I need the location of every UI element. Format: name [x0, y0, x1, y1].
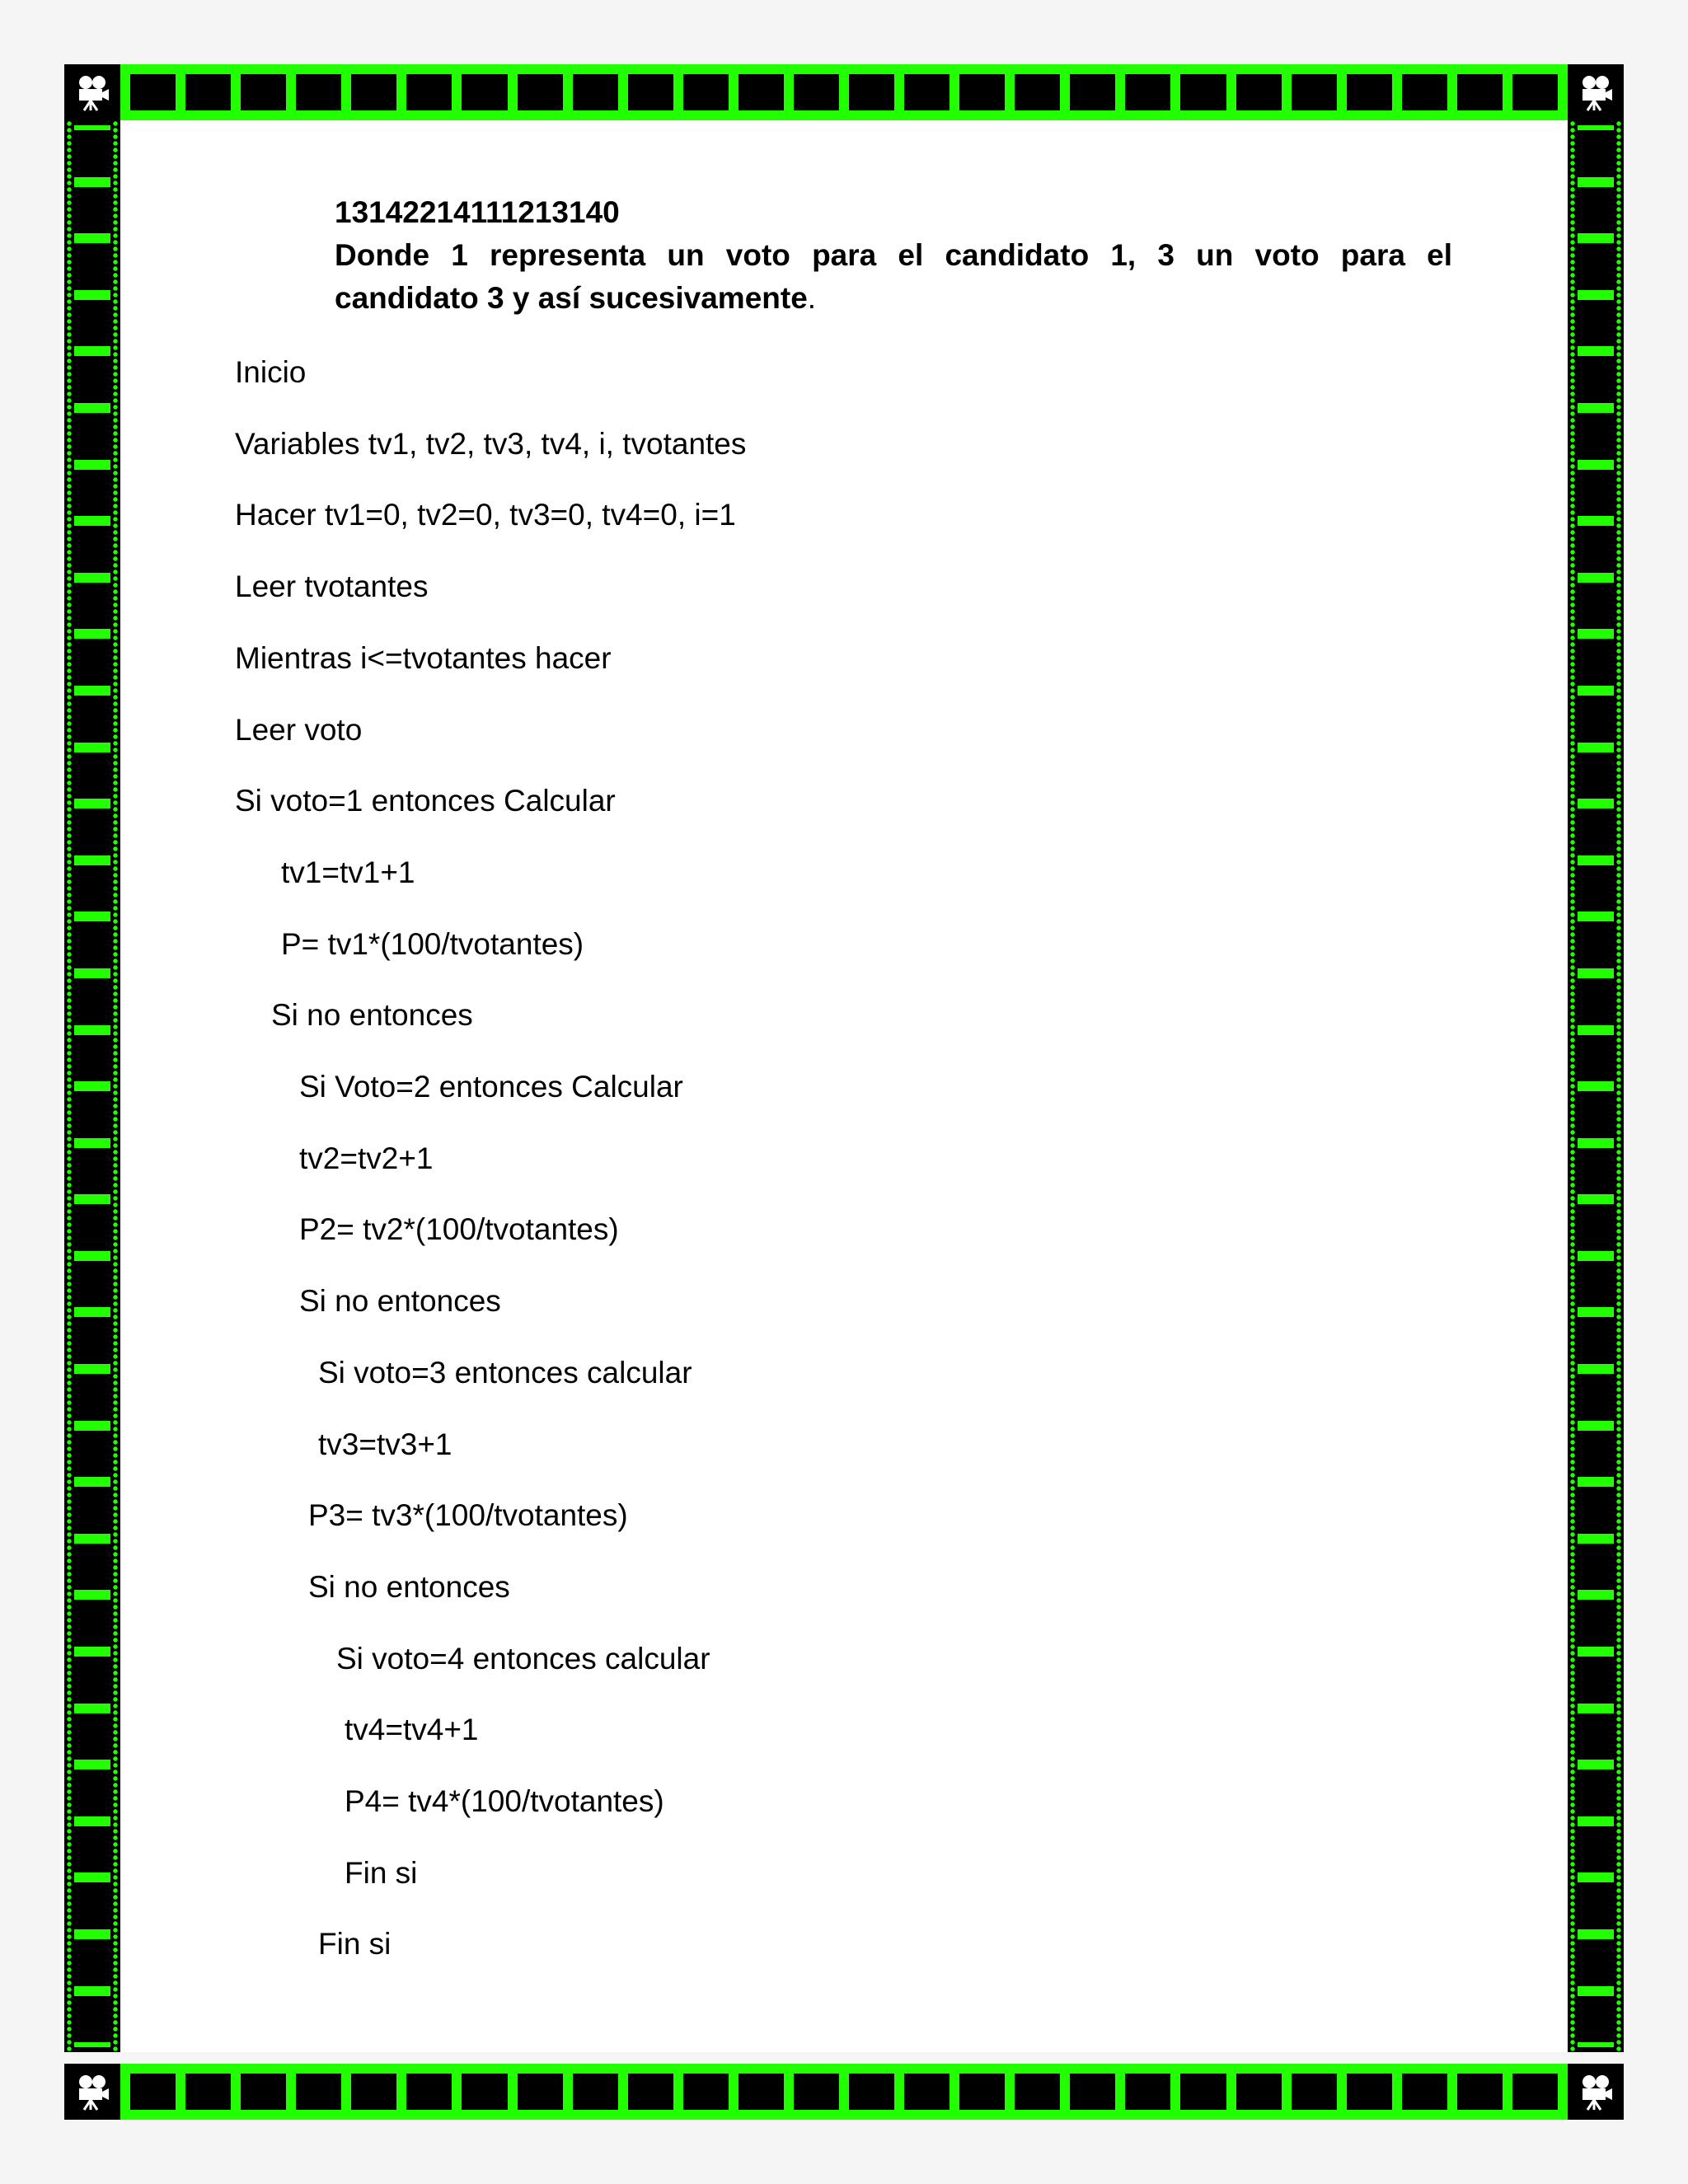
film-frame [74, 1369, 110, 1426]
film-frame [899, 74, 954, 110]
film-frame [457, 74, 512, 110]
film-frame [734, 2074, 789, 2110]
film-frame [74, 1765, 110, 1821]
film-frame [74, 748, 110, 804]
film-frame [1507, 2074, 1563, 2110]
film-frame [954, 2074, 1010, 2110]
algorithm-line: P= tv1*(100/tvotantes) [281, 926, 584, 961]
film-frame [1342, 74, 1397, 110]
heading-description-line-end [335, 277, 1452, 320]
film-strip-bottom [120, 2064, 1568, 2120]
film-strip-top [120, 64, 1568, 120]
film-frame [74, 973, 110, 1030]
film-frame [1578, 182, 1614, 239]
algorithm-line: Si voto=3 entonces calcular [318, 1355, 692, 1390]
film-frame [74, 1426, 110, 1483]
algorithm-line: Fin si [318, 1927, 392, 1961]
movie-camera-icon [1568, 64, 1624, 120]
film-frame [623, 2074, 678, 2110]
film-frame [789, 2074, 844, 2110]
film-frame [844, 2074, 899, 2110]
film-frame [1578, 1934, 1614, 1991]
film-frame [1578, 973, 1614, 1030]
film-frame [1578, 1426, 1614, 1483]
film-frame [1578, 408, 1614, 465]
film-cells-right [1578, 125, 1614, 2047]
film-frame [74, 465, 110, 522]
film-frame [789, 74, 844, 110]
film-frame [346, 74, 401, 110]
film-frame [74, 1934, 110, 1991]
film-frame [1578, 1312, 1614, 1369]
film-frame [1578, 860, 1614, 917]
film-frame [457, 2074, 512, 2110]
document-heading [335, 191, 1452, 320]
film-frame [1578, 1652, 1614, 1708]
film-frame [1578, 1595, 1614, 1652]
film-frame [1342, 2074, 1397, 2110]
film-strip-left [64, 120, 120, 2052]
film-frame [844, 74, 899, 110]
film-cells-top [125, 74, 1563, 110]
film-frame [74, 1086, 110, 1143]
film-frame [1578, 1030, 1614, 1087]
film-frame [74, 408, 110, 465]
algorithm-line: Si voto=1 entonces Calcular [235, 784, 616, 818]
film-frame [74, 351, 110, 408]
film-frame [1065, 74, 1120, 110]
film-frame [1065, 2074, 1120, 2110]
algorithm-line: tv3=tv3+1 [318, 1427, 452, 1461]
film-frame [1578, 691, 1614, 748]
film-frame [1578, 1086, 1614, 1143]
algorithm-line: Hacer tv1=0, tv2=0, tv3=0, tv4=0, i=1 [235, 498, 736, 532]
film-frame [568, 74, 623, 110]
film-frame [74, 1143, 110, 1200]
movie-camera-icon [64, 64, 120, 120]
film-frame [236, 74, 291, 110]
film-frame [1578, 1143, 1614, 1200]
film-frame [181, 74, 236, 110]
film-frame [1120, 74, 1175, 110]
algorithm-line: Si no entonces [299, 1284, 501, 1319]
film-frame [513, 74, 568, 110]
film-frame [74, 1595, 110, 1652]
algorithm-line: P2= tv2*(100/tvotantes) [299, 1212, 619, 1247]
film-frame [74, 521, 110, 578]
film-frame [1578, 1256, 1614, 1313]
film-frame [568, 2074, 623, 2110]
film-frame [1578, 578, 1614, 635]
film-frame [74, 1991, 110, 2048]
algorithm-line: P3= tv3*(100/tvotantes) [308, 1498, 628, 1533]
film-frame [1578, 1821, 1614, 1878]
film-frame [74, 1030, 110, 1087]
film-frame [1578, 1199, 1614, 1256]
film-frame [1397, 2074, 1452, 2110]
film-frame [74, 1821, 110, 1878]
film-frame [623, 74, 678, 110]
film-frame [74, 1708, 110, 1765]
algorithm-line: Si no entonces [308, 1569, 510, 1604]
film-frame [1578, 295, 1614, 352]
vote-sequence: 13142214111213140 [335, 195, 620, 229]
algorithm-line: Leer voto [235, 712, 363, 747]
film-frame [678, 2074, 734, 2110]
film-frame [74, 860, 110, 917]
algorithm-line: Si Voto=2 entonces Calcular [299, 1070, 683, 1104]
film-frame [74, 1199, 110, 1256]
film-frame [1231, 2074, 1287, 2110]
film-frame [1578, 1482, 1614, 1539]
film-frame [74, 1482, 110, 1539]
film-frame [1578, 521, 1614, 578]
heading-description-text: candidato 3 y así sucesivamente [335, 281, 808, 315]
film-frame [74, 182, 110, 239]
film-frame [74, 916, 110, 973]
algorithm-line: Fin si [345, 1855, 418, 1890]
film-frame [1578, 1877, 1614, 1934]
film-strip-right [1568, 120, 1624, 2052]
movie-camera-icon [1568, 2064, 1624, 2120]
film-frame [1010, 2074, 1065, 2110]
movie-camera-icon [64, 2064, 120, 2120]
film-frame [1578, 748, 1614, 804]
film-frame [899, 2074, 954, 2110]
film-frame [954, 74, 1010, 110]
film-frame [1175, 2074, 1231, 2110]
film-frame [1578, 1539, 1614, 1596]
film-frame [1578, 1708, 1614, 1765]
film-frame [1397, 74, 1452, 110]
film-frame [291, 2074, 346, 2110]
film-frame [291, 74, 346, 110]
film-frame [1578, 1369, 1614, 1426]
film-frame [1578, 804, 1614, 860]
film-frame [1507, 74, 1563, 110]
algorithm-line: Leer tvotantes [235, 569, 429, 604]
algorithm-line: Si voto=4 entonces calcular [336, 1641, 710, 1675]
film-cells-left [74, 125, 110, 2047]
film-frame [74, 125, 110, 182]
film-frame [181, 2074, 236, 2110]
film-frame [1452, 74, 1507, 110]
algorithm-line: tv4=tv4+1 [345, 1713, 479, 1747]
film-frame [74, 1539, 110, 1596]
algorithm-line: Inicio [235, 355, 307, 389]
film-frame [401, 74, 457, 110]
document-page [120, 120, 1568, 2052]
film-frame [1578, 238, 1614, 295]
film-frame [734, 74, 789, 110]
film-frame [1287, 2074, 1342, 2110]
film-frame [513, 2074, 568, 2110]
film-frame [74, 804, 110, 860]
film-frame [346, 2074, 401, 2110]
film-frame [1578, 1765, 1614, 1821]
film-frame [1120, 2074, 1175, 2110]
film-frame [1175, 74, 1231, 110]
film-frame [1452, 2074, 1507, 2110]
film-frame [1578, 125, 1614, 182]
algorithm-line: Si no entonces [271, 998, 473, 1033]
algorithm-line: Mientras i<=tvotantes hacer [235, 640, 612, 675]
film-frame [1578, 634, 1614, 691]
film-frame [1578, 916, 1614, 973]
film-frame [74, 1652, 110, 1708]
film-frame [125, 2074, 181, 2110]
film-frame [678, 74, 734, 110]
film-frame [401, 2074, 457, 2110]
film-frame [74, 238, 110, 295]
algorithm-line: tv1=tv1+1 [281, 855, 415, 889]
algorithm-line: tv2=tv2+1 [299, 1141, 434, 1175]
heading-description-line: Donde 1 representa un voto para el candidato 1, 3 un voto para el [335, 238, 1452, 272]
film-frame [74, 1877, 110, 1934]
film-frame [1578, 351, 1614, 408]
film-frame [1010, 74, 1065, 110]
film-frame [1231, 74, 1287, 110]
film-frame [236, 2074, 291, 2110]
film-frame [74, 1312, 110, 1369]
film-cells-bottom [125, 2074, 1563, 2110]
film-frame [125, 74, 181, 110]
heading-period: . [807, 281, 817, 315]
film-frame [74, 691, 110, 748]
film-frame [74, 295, 110, 352]
algorithm-line: Variables tv1, tv2, tv3, tv4, i, tvotantes [235, 426, 747, 461]
film-frame [1578, 465, 1614, 522]
film-frame [74, 1256, 110, 1313]
film-frame [74, 578, 110, 635]
film-frame [74, 634, 110, 691]
algorithm-line: P4= tv4*(100/tvotantes) [345, 1784, 664, 1818]
film-frame [1287, 74, 1342, 110]
film-frame [1578, 1991, 1614, 2048]
